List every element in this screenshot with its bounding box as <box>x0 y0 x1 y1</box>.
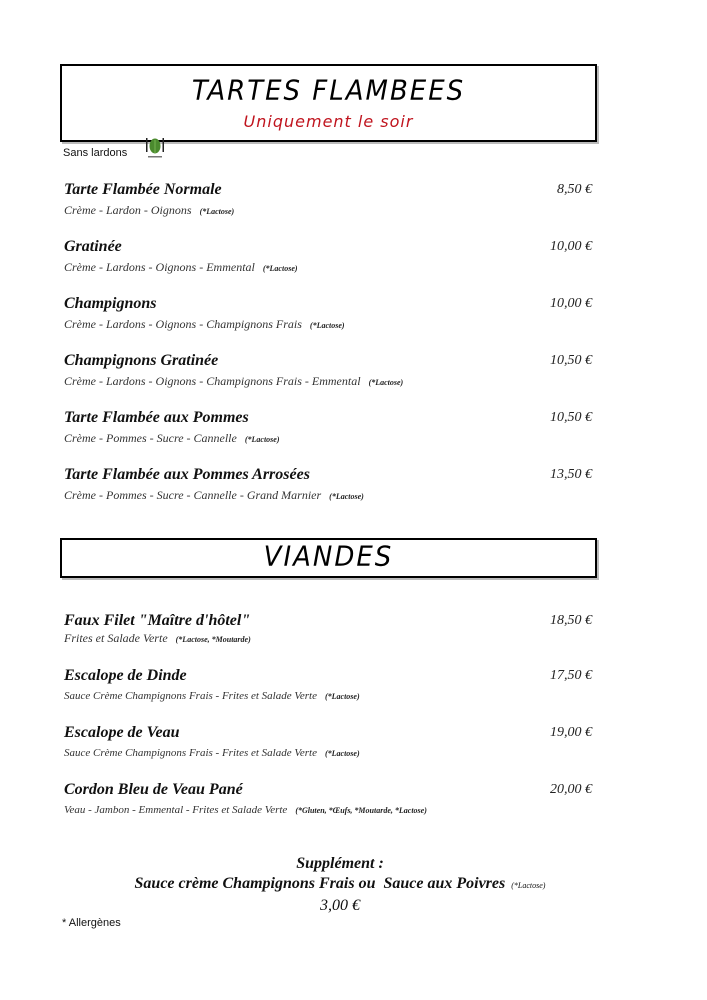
item-name: Champignons Gratinée <box>64 352 219 369</box>
item-description: Crème - Pommes - Sucre - Cannelle <box>64 431 237 445</box>
allergen-footnote: * Allergènes <box>62 917 121 929</box>
section-subtitle: Uniquement le soir <box>243 112 414 131</box>
item-name: Gratinée <box>64 238 122 255</box>
tartes-flambees-header <box>60 64 597 142</box>
item-name: Escalope de Veau <box>64 724 180 741</box>
item-description: Sauce Crème Champignons Frais - Frites et Salade Verte <box>64 690 317 702</box>
item-description: Frites et Salade Verte <box>64 631 168 645</box>
item-price: 13,50 € <box>550 467 592 482</box>
item-allergens: (*Lactose) <box>368 378 404 387</box>
item-allergens: (*Lactose) <box>244 435 280 444</box>
item-description: Crème - Lardons - Oignons - Emmental <box>64 260 255 274</box>
section-title: TARTES FLAMBEES <box>191 75 466 107</box>
item-price: 17,50 € <box>550 668 592 683</box>
vegetarian-leaf-icon <box>145 138 165 160</box>
supplement-price: 3,00 € <box>320 897 360 914</box>
item-allergens: (*Lactose) <box>324 749 360 758</box>
item-name: Champignons <box>64 295 157 312</box>
item-name: Faux Filet "Maître d'hôtel" <box>64 612 251 629</box>
item-allergens: (*Lactose) <box>199 207 235 216</box>
supplement-text: Sauce crème Champignons Frais ou Sauce aux Poivres <box>134 875 506 892</box>
item-price: 10,50 € <box>550 410 592 425</box>
item-allergens: (*Gluten, *Œufs, *Moutarde, *Lactose) <box>295 806 427 815</box>
menu-item <box>64 612 594 648</box>
menu-item <box>64 667 594 705</box>
item-description: Crème - Pommes - Sucre - Cannelle - Grand Marnier <box>64 488 322 502</box>
section-title: VIANDES <box>263 541 394 573</box>
item-description: Crème - Lardons - Oignons - Champignons Frais <box>64 317 302 331</box>
item-description: Sauce Crème Champignons Frais - Frites et Salade Verte <box>64 747 317 759</box>
item-allergens: (*Lactose) <box>309 321 345 330</box>
vegetarian-legend <box>63 146 165 160</box>
item-description: Veau - Jambon - Emmental - Frites et Salade Verte <box>64 804 288 816</box>
item-allergens: (*Lactose) <box>262 264 298 273</box>
item-name: Tarte Flambée Normale <box>64 181 222 198</box>
item-price: 18,50 € <box>550 613 592 628</box>
menu-item <box>64 295 594 334</box>
item-name: Cordon Bleu de Veau Pané <box>64 781 243 798</box>
item-name: Escalope de Dinde <box>64 667 187 684</box>
item-price: 10,00 € <box>550 296 592 311</box>
item-price: 10,50 € <box>550 353 592 368</box>
menu-item <box>64 238 594 277</box>
menu-item <box>64 466 594 505</box>
supplement-block <box>60 854 620 916</box>
supplement-title: Supplément : <box>296 855 384 872</box>
item-price: 20,00 € <box>550 782 592 797</box>
legend-label: Sans lardons <box>63 147 128 159</box>
item-allergens: (*Lactose) <box>324 692 360 701</box>
item-description: Crème - Lardons - Oignons - Champignons Frais - Emmental <box>64 374 361 388</box>
item-description: Crème - Lardon - Oignons <box>64 203 192 217</box>
item-name: Tarte Flambée aux Pommes <box>64 409 249 426</box>
item-allergens: (*Lactose, *Moutarde) <box>175 635 251 644</box>
item-price: 19,00 € <box>550 725 592 740</box>
viandes-header <box>60 538 597 578</box>
menu-item <box>64 352 594 391</box>
menu-item <box>64 181 594 220</box>
supplement-allergens: (*Lactose) <box>511 881 546 890</box>
menu-item <box>64 409 594 448</box>
menu-item <box>64 724 594 762</box>
item-name: Tarte Flambée aux Pommes Arrosées <box>64 466 310 483</box>
item-price: 8,50 € <box>557 182 592 197</box>
menu-item <box>64 781 594 819</box>
item-price: 10,00 € <box>550 239 592 254</box>
item-allergens: (*Lactose) <box>329 492 364 501</box>
